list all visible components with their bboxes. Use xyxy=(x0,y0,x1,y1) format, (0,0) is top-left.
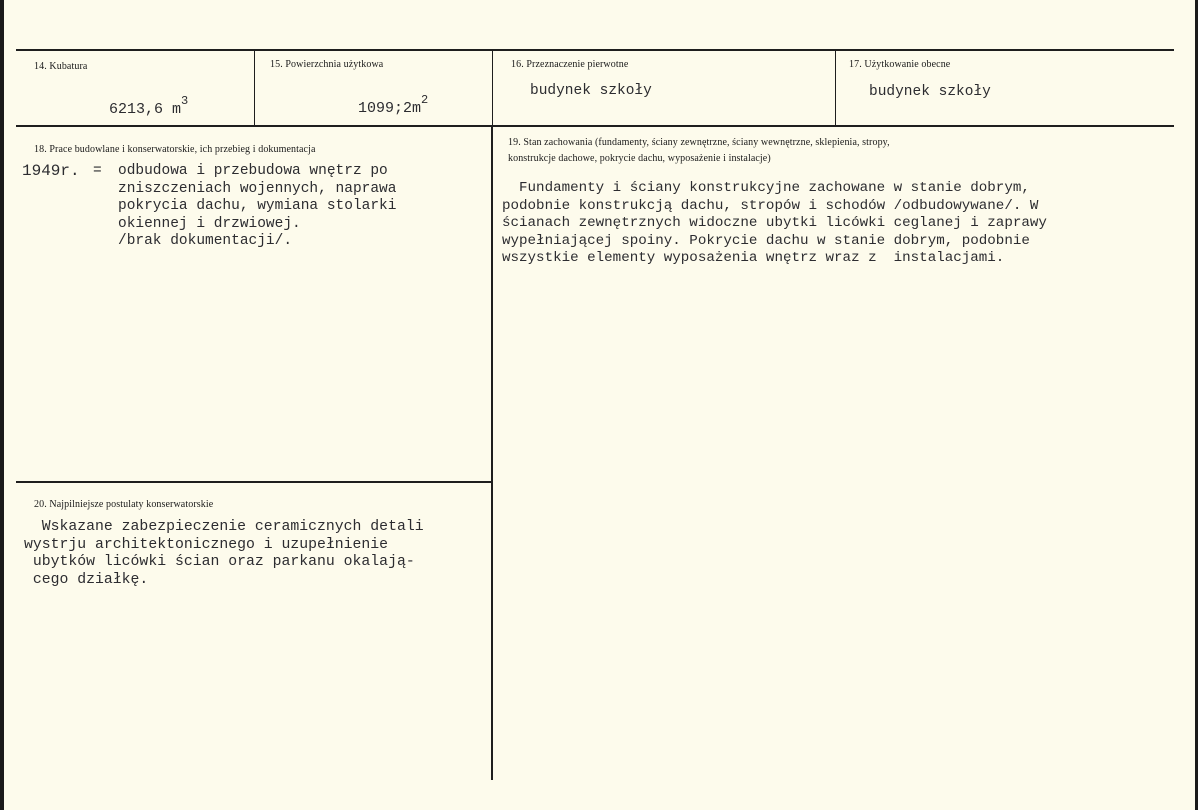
kubatura-number: 6213,6 m xyxy=(109,100,182,118)
top-row-border xyxy=(16,49,1174,51)
field-17-value: budynek szkoły xyxy=(869,84,991,100)
field-15-value xyxy=(322,82,428,136)
area-exponent: 2 xyxy=(421,92,429,107)
field-18-line: /brak dokumentacji/. xyxy=(118,233,293,249)
work-separator: = xyxy=(93,163,102,179)
field-18-line: pokrycia dachu, wymiana stolarki xyxy=(118,198,397,214)
field-20-line: ubytków licówki ścian oraz parkanu okalają- xyxy=(24,554,415,570)
header-row-divider xyxy=(16,125,1174,127)
divider-left-right xyxy=(491,125,493,780)
field-14-label: 14. Kubatura xyxy=(34,61,88,72)
field-19-text xyxy=(502,180,1047,268)
field-18-label: 18. Prace budowlane i konserwatorskie, ich przebieg i dokumentacja xyxy=(34,144,316,155)
field-20-text xyxy=(24,519,424,589)
area-number: 1099;2m xyxy=(358,99,422,117)
field-20-label: 20. Najpilniejsze postulaty konserwatorskie xyxy=(34,499,214,510)
divider-18-20 xyxy=(16,481,491,483)
field-14-value xyxy=(73,83,188,137)
kubatura-exponent: 3 xyxy=(181,93,189,108)
field-19-line: wszystkie elementy wyposażenia wnętrz wraz z instalacjami. xyxy=(502,250,1005,266)
divider-16-17 xyxy=(835,49,836,127)
divider-15-16 xyxy=(492,49,493,127)
field-19-line: podobnie konstrukcją dachu, stropów i schodów /odbudowywane/. W xyxy=(502,197,1039,214)
field-16-label: 16. Przeznaczenie pierwotne xyxy=(511,59,629,70)
field-18-line: odbudowa i przebudowa wnętrz po xyxy=(118,163,388,179)
field-16-value: budynek szkoły xyxy=(530,83,652,99)
field-20-line: cego działkę. xyxy=(24,571,149,588)
scan-edge-left xyxy=(0,0,4,810)
work-year: 1949r. xyxy=(22,162,80,180)
field-15-label: 15. Powierzchnia użytkowa xyxy=(270,59,384,70)
field-19-label-line2: konstrukcje dachowe, pokrycie dachu, wyposażenie i instalacje) xyxy=(508,153,771,164)
field-20-line: Wskazane zabezpieczenie ceramicznych detali xyxy=(24,519,424,535)
field-19-line: ścianach zewnętrznych widoczne ubytki licówki ceglanej i zaprawy xyxy=(502,215,1047,231)
field-20-line: wystrju architektonicznego i uzupełnienie xyxy=(24,536,389,553)
field-19-label-line1: 19. Stan zachowania (fundamenty, ściany zewnętrzne, ściany wewnętrzne, sklepienia, stropy, xyxy=(508,137,890,148)
field-18-line: okiennej i drzwiowej. xyxy=(118,215,301,232)
field-18-line: zniszczeniach wojennych, naprawa xyxy=(118,180,397,197)
field-18-text xyxy=(118,163,396,251)
field-19-line: Fundamenty i ściany konstrukcyjne zachowane w stanie dobrym, xyxy=(502,180,1030,196)
field-17-label: 17. Użytkowanie obecne xyxy=(849,59,951,70)
divider-14-15 xyxy=(254,49,255,127)
field-19-line: wypełniającej spoiny. Pokrycie dachu w stanie dobrym, podobnie xyxy=(502,232,1030,249)
